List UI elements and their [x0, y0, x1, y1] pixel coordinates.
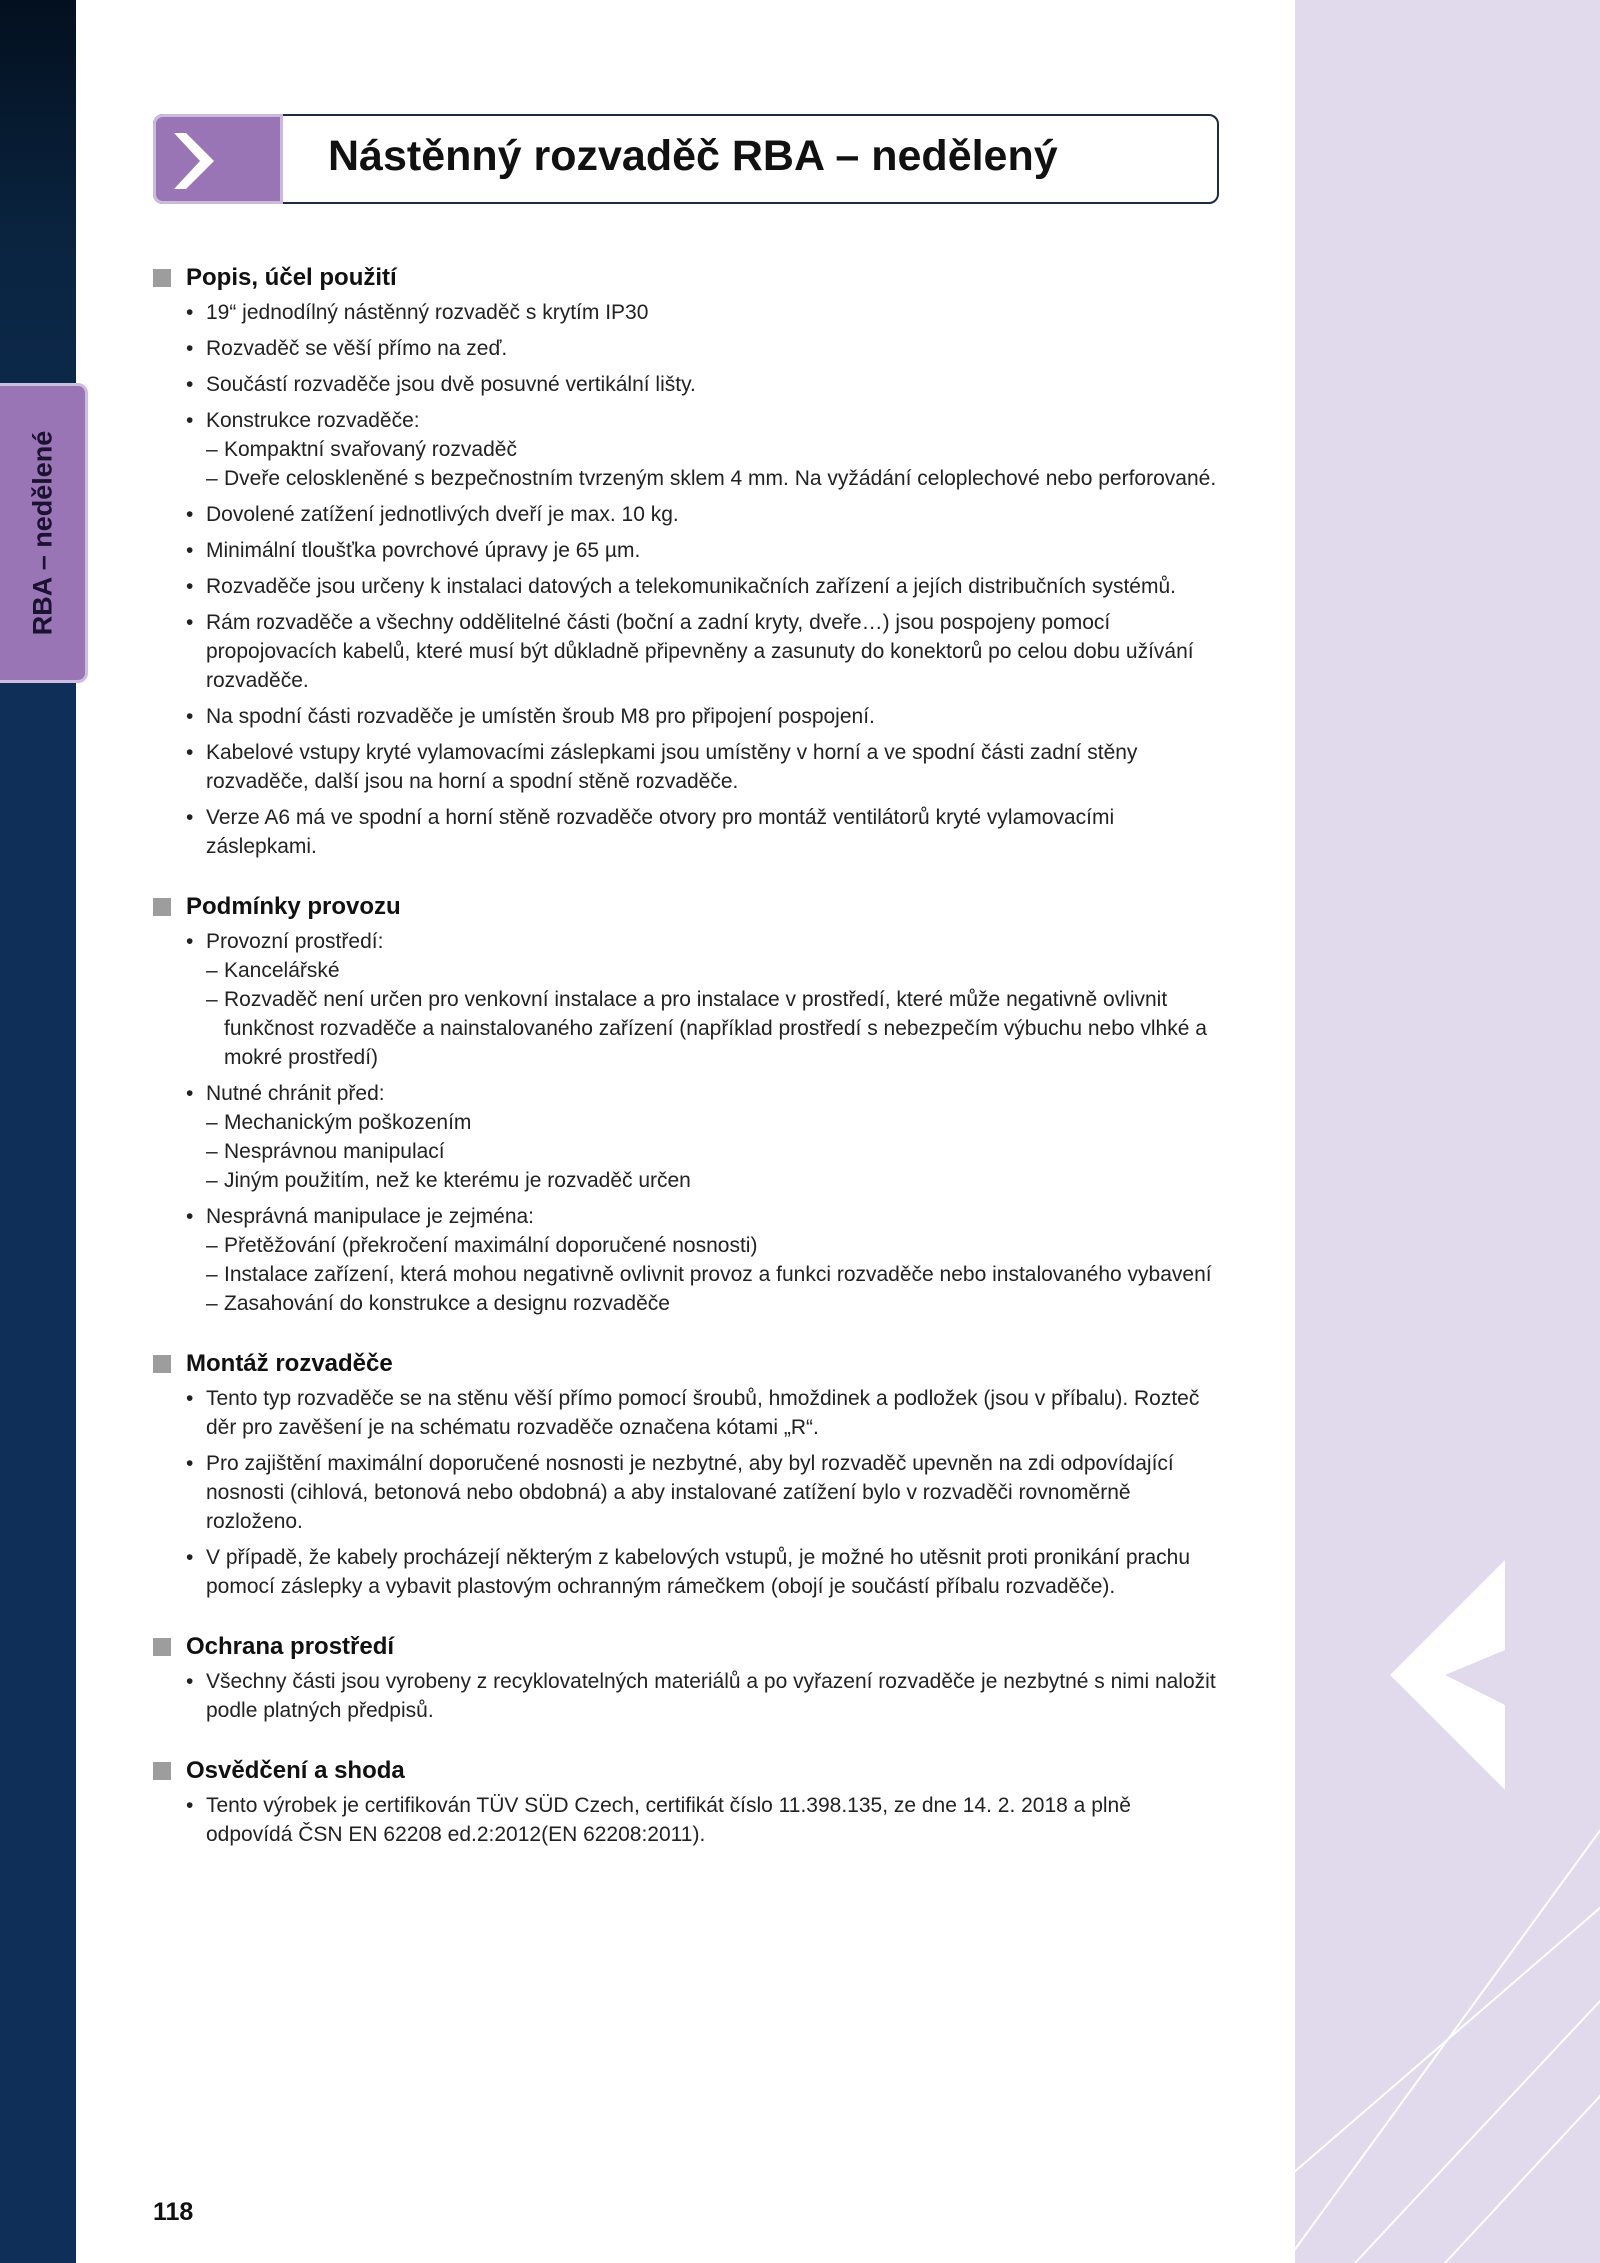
list-item-text: Všechny části jsou vyrobeny z recyklovatelných materiálů a po vyřazení rozvaděče je nezbytné s nimi naložit podle platných předpisů. [206, 1670, 1216, 1722]
list-item-text: Pro zajištění maximální doporučené nosnosti je nezbytné, aby byl rozvaděč upevněn na zdi odpovídající nosnosti (cihlová, betonová nebo obdobná) a aby instalované zatížení bylo v rozvaděči rovnoměrně rozloženo. [206, 1452, 1174, 1533]
list-item-text: Nesprávná manipulace je zejména: [206, 1205, 535, 1228]
list-item-text: V případě, že kabely procházejí některým z kabelových vstupů, je možné ho utěsnit proti pronikání prachu pomocí záslepky a vybavit plastovým ochranným rámečkem (obojí je součástí příbalu rozvaděče). [206, 1546, 1191, 1598]
list-item-text: Provozní prostředí: [206, 930, 384, 953]
bullet-list [153, 1791, 1223, 1849]
list-item [153, 536, 1223, 565]
list-item [153, 803, 1223, 861]
bullet-list [153, 1384, 1223, 1601]
list-item [153, 406, 1223, 493]
bullet-list [153, 927, 1223, 1318]
list-item [153, 1791, 1223, 1849]
sub-list-item: – Instalace zařízení, která mohou negativně ovlivnit provoz a funkci rozvaděče nebo instalovaného vybavení [206, 1260, 1223, 1289]
section-square-icon [153, 269, 171, 287]
section-heading [153, 891, 1223, 923]
section-square-icon [153, 1355, 171, 1373]
list-item [153, 1384, 1223, 1442]
list-item [153, 1449, 1223, 1536]
chevron-right-icon [174, 133, 218, 189]
content-area [153, 262, 1223, 1879]
sub-list-item: – Kancelářské [206, 956, 1223, 985]
section-heading [153, 262, 1223, 294]
section-square-icon [153, 1638, 171, 1656]
section [153, 1755, 1223, 1849]
list-item [153, 1667, 1223, 1725]
sub-list-item: – Mechanickým poškozením [206, 1108, 1223, 1137]
sub-list-item: – Rozvaděč není určen pro venkovní instalace a pro instalace v prostředí, které může negativně ovlivnit funkčnost rozvaděče a nainstalovaného zařízení (například prostředí s nebezpečím výbuchu nebo vlhké a mokré prostředí) [206, 985, 1223, 1072]
section-heading [153, 1631, 1223, 1663]
bullet-list [153, 1667, 1223, 1725]
section-heading [153, 1348, 1223, 1380]
bullet-list [153, 298, 1223, 861]
page-number: 118 [153, 2198, 194, 2226]
section-title: Montáž rozvaděče [186, 1350, 393, 1377]
list-item-text: Tento typ rozvaděče se na stěnu věší přímo pomocí šroubů, hmoždinek a podložek (jsou v příbalu). Rozteč děr pro zavěšení je na schématu rozvaděče označena kótami „R“. [206, 1387, 1200, 1439]
section-heading [153, 1755, 1223, 1787]
sub-list-item: – Kompaktní svařovaný rozvaděč [206, 435, 1223, 464]
section-title: Podmínky provozu [186, 893, 401, 920]
sub-list-item: – Zasahování do konstrukce a designu rozvaděče [206, 1289, 1223, 1318]
section-title: Ochrana prostředí [186, 1633, 395, 1660]
list-item [153, 500, 1223, 529]
section [153, 1348, 1223, 1601]
list-item [153, 702, 1223, 731]
list-item-text: Rozvaděč se věší přímo na zeď. [206, 337, 508, 360]
list-item [153, 1202, 1223, 1318]
list-item [153, 298, 1223, 327]
list-item-text: Rozvaděče jsou určeny k instalaci datových a telekomunikačních zařízení a jejích distribučních systémů. [206, 575, 1176, 598]
list-item [153, 1079, 1223, 1195]
sub-list [206, 435, 1223, 493]
section-square-icon [153, 898, 171, 916]
sub-list-item: – Přetěžování (překročení maximální doporučené nosnosti) [206, 1231, 1223, 1260]
list-item-text: Dovolené zatížení jednotlivých dveří je max. 10 kg. [206, 503, 679, 526]
chapter-side-tab[interactable] [0, 383, 88, 683]
decor-lines-graphic [1295, 0, 1600, 2263]
list-item [153, 738, 1223, 796]
section [153, 891, 1223, 1318]
left-color-band [0, 0, 76, 2263]
list-item-text: Konstrukce rozvaděče: [206, 409, 420, 432]
list-item [153, 334, 1223, 363]
sub-list-item: – Jiným použitím, než ke kterému je rozvaděč určen [206, 1166, 1223, 1195]
list-item [153, 1543, 1223, 1601]
section [153, 262, 1223, 861]
sub-list-item: – Nesprávnou manipulací [206, 1137, 1223, 1166]
list-item-text: Na spodní části rozvaděče je umístěn šroub M8 pro připojení pospojení. [206, 705, 875, 728]
list-item-text: 19“ jednodílný nástěnný rozvaděč s krytím IP30 [206, 301, 649, 324]
list-item [153, 927, 1223, 1072]
list-item-text: Minimální tloušťka povrchové úpravy je 65 µm. [206, 539, 641, 562]
chevron-left-icon [1390, 1560, 1505, 1790]
sub-list [206, 1108, 1223, 1195]
section-square-icon [153, 1762, 171, 1780]
section-title: Popis, účel použití [186, 264, 397, 291]
section-title: Osvědčení a shoda [186, 1757, 405, 1784]
list-item [153, 370, 1223, 399]
sub-list [206, 1231, 1223, 1318]
list-item [153, 572, 1223, 601]
sub-list [206, 956, 1223, 1072]
section [153, 1631, 1223, 1725]
title-tab [153, 114, 283, 204]
list-item-text: Součástí rozvaděče jsou dvě posuvné vertikální lišty. [206, 373, 696, 396]
side-tab-label: RBA – nedělené [27, 430, 57, 636]
list-item [153, 608, 1223, 695]
list-item-text: Rám rozvaděče a všechny oddělitelné části (boční a zadní kryty, dveře…) jsou pospojeny pomocí propojovacích kabelů, které musí být důkladně připevněny a zasunuty do konektorů po celou dobu užívání rozvaděče. [206, 611, 1194, 692]
list-item-text: Kabelové vstupy kryté vylamovacími záslepkami jsou umístěny v horní a ve spodní části zadní stěny rozvaděče, další jsou na horní a spodní stěně rozvaděče. [206, 741, 1138, 793]
list-item-text: Nutné chránit před: [206, 1082, 385, 1105]
page-title: Nástěnný rozvaděč RBA – nedělený [328, 132, 1058, 180]
right-decor-band [1295, 0, 1600, 2263]
list-item-text: Tento výrobek je certifikován TÜV SÜD Czech, certifikát číslo 11.398.135, ze dne 14. 2. 2018 a plně odpovídá ČSN EN 62208 ed.2:2012(EN 62208:2011). [206, 1794, 1131, 1846]
sub-list-item: – Dveře celoskleněné s bezpečnostním tvrzeným sklem 4 mm. Na vyžádání celoplechové nebo perforované. [206, 464, 1223, 493]
list-item-text: Verze A6 má ve spodní a horní stěně rozvaděče otvory pro montáž ventilátorů kryté vylamovacími záslepkami. [206, 806, 1115, 858]
